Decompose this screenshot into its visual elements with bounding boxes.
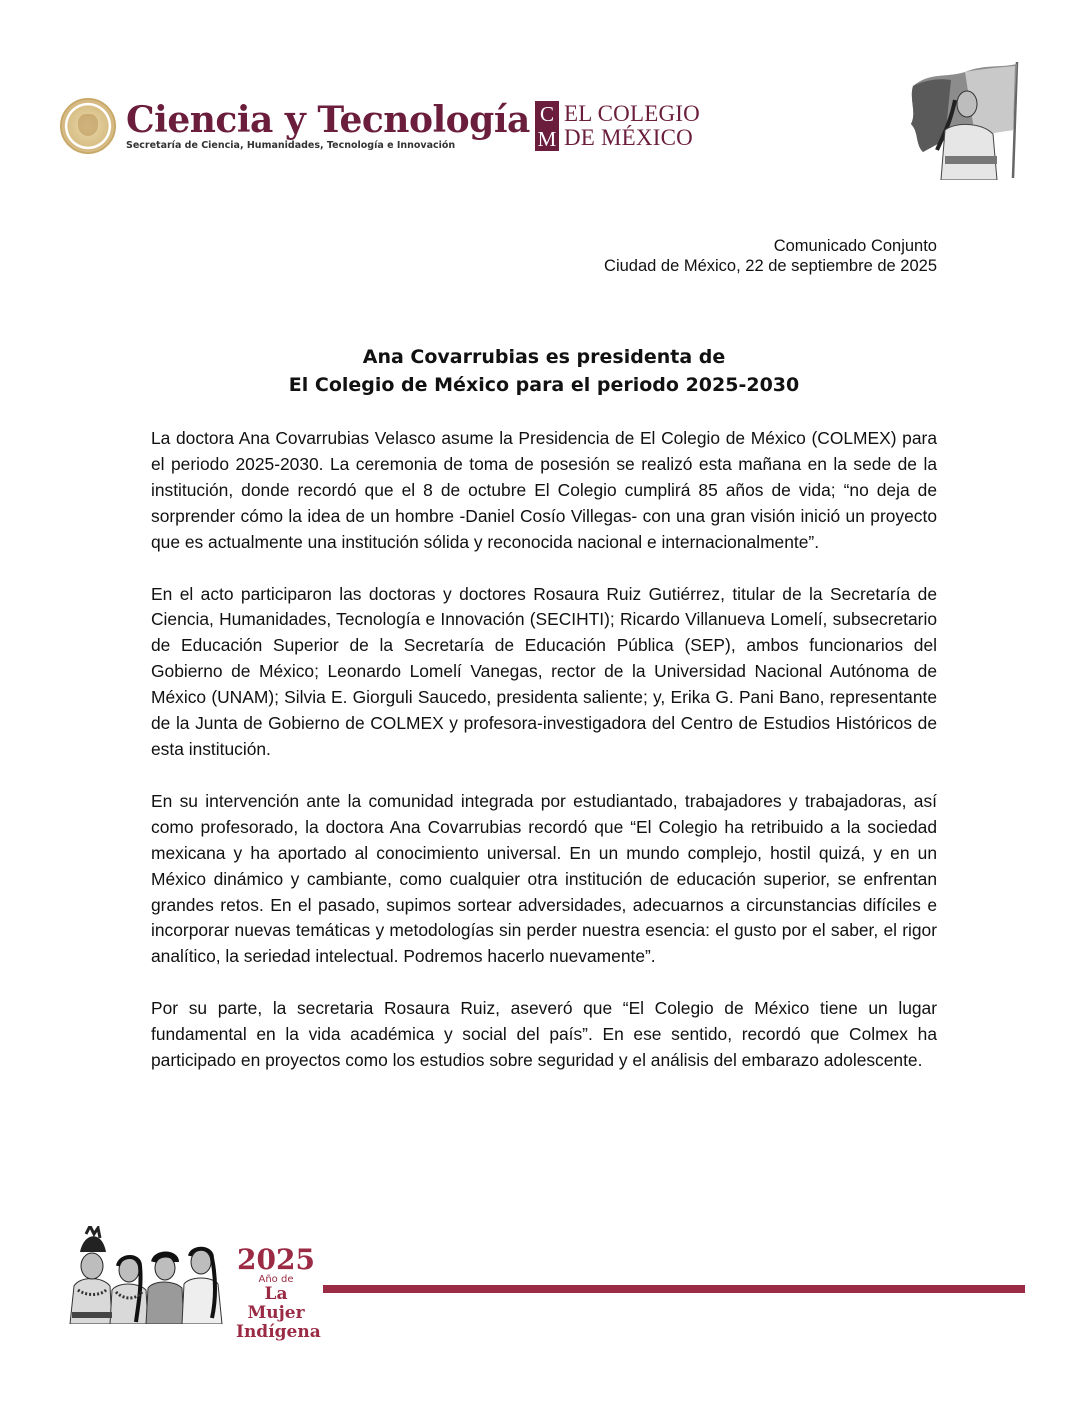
title-line1: Ana Covarrubias es presidenta de [362,346,726,368]
secihti-logo-subtitle: Secretaría de Ciencia, Humanidades, Tecnología e Innovación [126,140,456,151]
colmex-logo-line1: EL COLEGIO [564,101,700,126]
article-body [151,426,937,1100]
indigenous-women-illustration-icon [66,1226,226,1324]
colmex-logo [535,101,700,151]
place-date: Ciudad de México, 22 de septiembre de 2025 [604,257,937,275]
page-title [0,343,1088,399]
paragraph: Por su parte, la secretaria Rosaura Ruiz, aseveró que “El Colegio de México tiene un lugar fundamental en la vida académica y social del país”. En ese sentido, recordó que Colmex ha participado en proyectos como los estudios sobre seguridad y el análisis del embarazo adolescente. [151,998,937,1071]
title-line2: El Colegio de México para el periodo 2025-2030 [288,374,800,396]
year-of-indigenous-woman-logo [236,1243,321,1342]
secihti-logo [60,96,530,156]
paragraph: En su intervención ante la comunidad integrada por estudiantado, trabajadores y trabajadoras, así como profesorado, la doctora Ana Covarrubias recordó que “El Colegio ha retribuido a la sociedad mexicana y ha aportado al conocimiento universal. En un mundo complejo, hostil quizá, y en un México dinámico y cambiante, como cualquier otra institución de educación superior, se enfrentan grandes retos. En el pasado, supimos sortear adversidades, adecuarnos a circunstancias difíciles e incorporar nuevas temáticas y metodologías sin perder nuestra esencia: el gusto por el saber, el rigor analítico, la seriedad intelectual. Podremos hacerlo nuevamente”. [151,790,937,967]
footer-ano-de: Año de [258,1274,294,1285]
colmex-monogram [535,101,559,151]
paragraph: En el acto participaron las doctoras y doctores Rosaura Ruiz Gutiérrez, titular de la Secretaría de Ciencia, Humanidades, Tecnología e Innovación (SECIHTI); Ricardo Villanueva Lomelí, subsecretario de Educación Superior de la Secretaría de Educación Pública (SEP), ambos funcionarios del Gobierno de México; Leonardo Lomelí Vanegas, rector de la Universidad Nacional Autónoma de México (UNAM); Silvia E. Giorguli Saucedo, presidenta saliente; y, Erika G. Pani Bano, representante de la Junta de Gobierno de COLMEX y profesora-investigadora del Centro de Estudios Históricos de esta institución. [151,583,937,759]
coat-of-arms-seal-icon [60,98,116,154]
communique-type: Comunicado Conjunto [773,237,937,255]
footer-divider-bar [323,1285,1025,1293]
footer-year: 2025 [237,1243,315,1276]
dateline [604,236,937,276]
woman-with-flag-icon [905,60,1023,180]
monogram-m: M [537,126,557,151]
monogram-c: C [539,101,554,126]
footer-line1: La Mujer [247,1284,305,1323]
colmex-logo-line2: DE MÉXICO [564,125,693,150]
footer-line2: Indígena [236,1322,321,1342]
secihti-logo-title: Ciencia y Tecnología [126,99,530,141]
paragraph: La doctora Ana Covarrubias Velasco asume la Presidencia de El Colegio de México (COLMEX) para el periodo 2025-2030. La ceremonia de toma de posesión se realizó esta mañana en la sede de la institución, donde recordó que el 8 de octubre El Colegio cumplirá 85 años de vida; “no deja de sorprender cómo la idea de un hombre -Daniel Cosío Villegas- con una gran visión inició un proyecto que es actualmente una institución sólida y reconocida nacional e internacionalmente”. [151,428,937,552]
